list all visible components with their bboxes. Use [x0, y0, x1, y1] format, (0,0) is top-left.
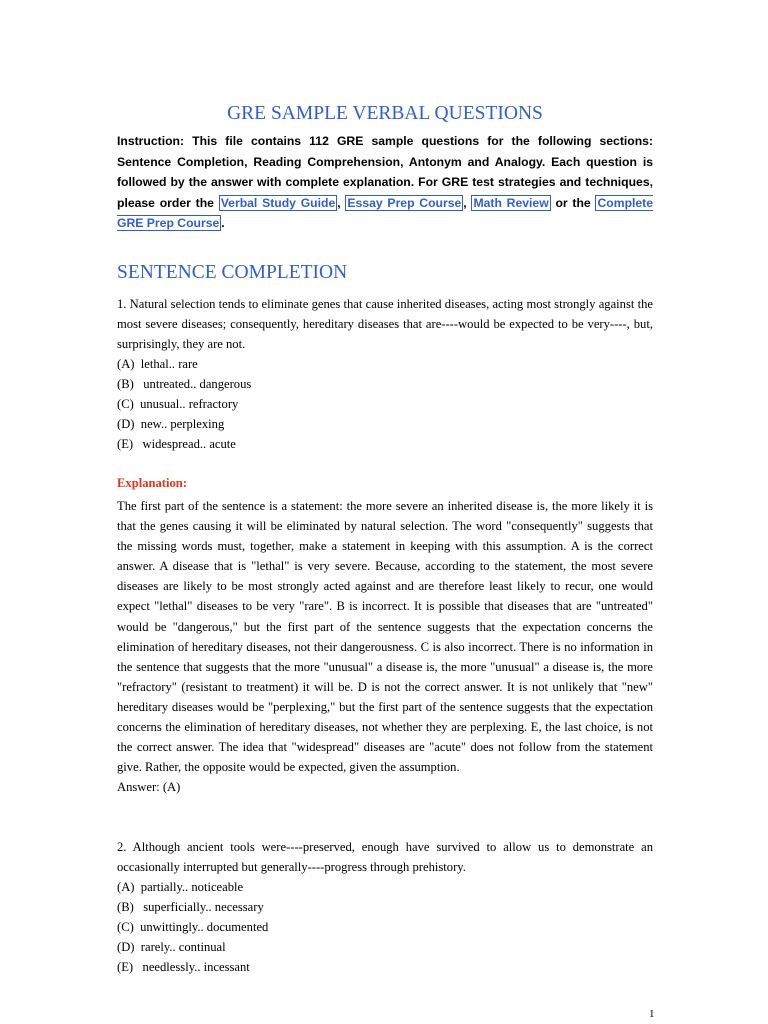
option-d: (D) new.. perplexing	[117, 417, 225, 432]
option-c: (C) unwittingly.. documented	[117, 920, 269, 935]
page-title: GRE SAMPLE VERBAL QUESTIONS	[227, 103, 543, 124]
question-2-stem: 2. Although ancient tools were----preserved, enough have survived to allow us to demonstrate an occasionally interrupted but generally----progress through prehistory.	[117, 840, 653, 875]
option-a: (A) partially.. noticeable	[117, 880, 244, 894]
question-1-options	[117, 354, 653, 454]
explanation-heading: Explanation:	[117, 476, 187, 490]
page-number: 1	[649, 1008, 655, 1020]
option-d: (D) rarely.. continual	[117, 940, 226, 955]
question-1-stem: 1. Natural selection tends to eliminate genes that cause inherited diseases, acting most strongly against the most severe diseases; consequently, hereditary diseases that are----would be expected to be very----, but, surprisingly, they are not.	[117, 297, 653, 352]
separator: ,	[463, 195, 467, 210]
question-2-options	[117, 877, 653, 977]
option-a: (A) lethal.. rare	[117, 357, 198, 371]
option-b: (B) superficially.. necessary	[117, 900, 264, 915]
separator: ,	[337, 195, 341, 210]
explanation-text: The first part of the sentence is a statement: the more severe an inherited disease is, the more likely it is that the genes causing it will be eliminated by natural selection. The word "consequently" suggests that the missing words must, together, make a statement in keeping with this assumption. A is the correct answer. A disease that is "lethal" is very severe. Because, according to the statement, the most severe diseases are likely to be most strongly acted against and are therefore least likely to recur, one would expect "lethal" diseases to be very "rare". B is incorrect. It is possible that diseases that are "untreated" would be "dangerous," but the first part of the sentence suggests that the expectation concerns the elimination of hereditary diseases, not their dangerousness. C is also incorrect. There is no information in the sentence that suggests that the more "unusual" a disease is, the more "unusual" a disease is, the more "refractory" (resistant to treatment) it will be. D is not the correct answer. It is not unlikely that "new" hereditary diseases would be "perplexing," but the first part of the sentence suggests that the expectation concerns the elimination of hereditary diseases, not whether they are perplexing. E, the last choice, is not the correct answer. The idea that "widespread" diseases are "acute" does not follow from the statement give. Rather, the opposite would be expected, given the assumption.	[117, 499, 653, 775]
option-e: (E) widespread.. acute	[117, 437, 236, 452]
verbal-study-guide-link[interactable]: Verbal Study Guide	[220, 195, 336, 210]
option-e: (E) needlessly.. incessant	[117, 960, 250, 975]
instruction-paragraph	[117, 131, 653, 234]
section-heading: SENTENCE COMPLETION	[117, 262, 348, 283]
math-review-link[interactable]: Math Review	[473, 195, 549, 210]
instruction-text: Instruction: This file contains 112 GRE sample questions for the following sections: Sentence Completion, Reading Comprehension, Antonym and Analogy. Each question is followed by the answer with complete explanation. For GRE test strategies and techniques, please order the	[117, 134, 653, 210]
option-c: (C) unusual.. refractory	[117, 397, 239, 412]
document-page	[117, 0, 653, 1024]
essay-prep-course-link[interactable]: Essay Prep Course	[347, 195, 462, 210]
instruction-end: .	[221, 216, 225, 231]
answer-line: Answer: (A)	[117, 780, 181, 794]
complete-gre-prep-course-link[interactable]: Complete GRE Prep Course	[117, 195, 654, 231]
option-b: (B) untreated.. dangerous	[117, 377, 252, 392]
instruction-mid-text: or the	[550, 195, 591, 210]
